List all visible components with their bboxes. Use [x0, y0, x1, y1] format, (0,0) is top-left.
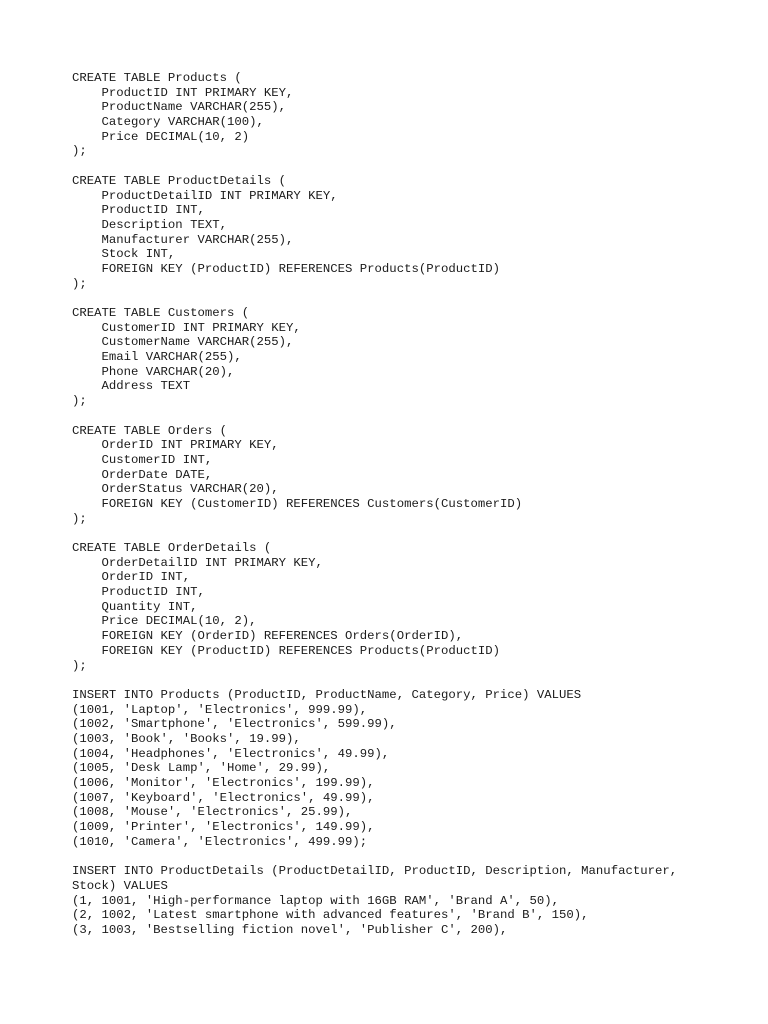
code-line: (1006, 'Monitor', 'Electronics', 199.99),: [72, 776, 375, 790]
code-line: CREATE TABLE Orders (: [72, 423, 227, 438]
code-line: Stock) VALUES: [72, 878, 168, 893]
code-line: Address TEXT: [72, 379, 191, 394]
code-line: Quantity INT,: [72, 599, 198, 614]
code-line: (1009, 'Printer', 'Electronics', 149.99),: [72, 820, 375, 835]
code-line: OrderStatus VARCHAR(20),: [72, 482, 279, 497]
code-line: (1, 1001, 'High-performance laptop with 16GB RAM', 'Brand A', 50),: [72, 893, 560, 908]
blank-line: [72, 849, 752, 864]
code-line: ProductID INT,: [72, 585, 205, 600]
blank-line: [72, 673, 752, 688]
code-line: Phone VARCHAR(20),: [72, 364, 235, 379]
code-line: );: [72, 511, 87, 526]
code-line: OrderDate DATE,: [72, 467, 213, 482]
code-line: ProductDetailID INT PRIMARY KEY,: [72, 188, 338, 203]
code-line: (1008, 'Mouse', 'Electronics', 25.99),: [72, 805, 353, 820]
code-line: OrderID INT,: [72, 570, 191, 585]
code-line: (1002, 'Smartphone', 'Electronics', 599.99),: [72, 717, 397, 732]
code-line: OrderDetailID INT PRIMARY KEY,: [72, 555, 323, 570]
code-line: CustomerID INT,: [72, 452, 213, 467]
code-line: Manufacturer VARCHAR(255),: [72, 232, 294, 247]
code-line: );: [72, 276, 87, 291]
code-line: Description TEXT,: [72, 217, 227, 232]
code-line: (1004, 'Headphones', 'Electronics', 49.99),: [72, 746, 390, 761]
code-line: OrderID INT PRIMARY KEY,: [72, 438, 279, 453]
code-line: CustomerID INT PRIMARY KEY,: [72, 320, 301, 335]
code-line: );: [72, 658, 87, 673]
blank-line: [72, 291, 752, 306]
code-line: FOREIGN KEY (ProductID) REFERENCES Products(ProductID): [72, 643, 501, 658]
code-line: (3, 1003, 'Bestselling fiction novel', 'Publisher C', 200),: [72, 922, 508, 937]
code-line: INSERT INTO ProductDetails (ProductDetailID, ProductID, Description, Manufacturer,: [72, 864, 678, 879]
code-line: FOREIGN KEY (OrderID) REFERENCES Orders(OrderID),: [72, 629, 464, 644]
code-line: (1010, 'Camera', 'Electronics', 499.99);: [72, 834, 368, 849]
code-line: Email VARCHAR(255),: [72, 350, 242, 365]
code-line: CustomerName VARCHAR(255),: [72, 335, 294, 350]
code-line: ProductName VARCHAR(255),: [72, 100, 287, 115]
blank-line: [72, 159, 752, 174]
code-line: INSERT INTO Products (ProductID, ProductName, Category, Price) VALUES: [72, 687, 582, 702]
code-line: FOREIGN KEY (ProductID) REFERENCES Products(ProductID): [72, 261, 501, 276]
code-line: Price DECIMAL(10, 2): [72, 129, 250, 144]
code-line: (2, 1002, 'Latest smartphone with advanced features', 'Brand B', 150),: [72, 908, 589, 923]
code-line: FOREIGN KEY (CustomerID) REFERENCES Customers(CustomerID): [72, 496, 523, 511]
code-line: (1005, 'Desk Lamp', 'Home', 29.99),: [72, 761, 331, 776]
blank-line: [72, 409, 752, 424]
sql-document: [72, 71, 752, 938]
code-line: (1001, 'Laptop', 'Electronics', 999.99),: [72, 702, 368, 717]
code-line: ProductID INT,: [72, 203, 205, 218]
code-line: (1003, 'Book', 'Books', 19.99),: [72, 731, 301, 746]
code-line: );: [72, 144, 87, 159]
code-line: CREATE TABLE Products (: [72, 71, 242, 85]
code-line: CREATE TABLE Customers (: [72, 306, 250, 320]
code-line: Price DECIMAL(10, 2),: [72, 614, 257, 629]
blank-line: [72, 526, 752, 541]
code-line: (1007, 'Keyboard', 'Electronics', 49.99),: [72, 790, 375, 805]
code-line: ProductID INT PRIMARY KEY,: [72, 85, 294, 100]
code-line: CREATE TABLE ProductDetails (: [72, 173, 287, 188]
code-line: Stock INT,: [72, 247, 176, 262]
code-line: CREATE TABLE OrderDetails (: [72, 541, 272, 555]
code-line: Category VARCHAR(100),: [72, 115, 264, 130]
code-line: );: [72, 394, 87, 409]
